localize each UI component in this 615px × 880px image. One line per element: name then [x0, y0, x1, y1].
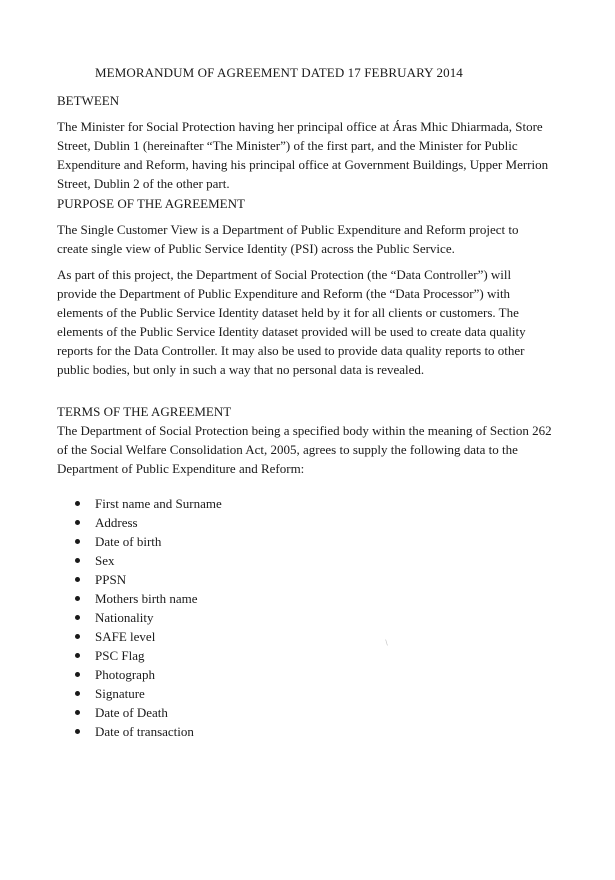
bullet-icon [75, 672, 80, 677]
list-item: Photograph [57, 665, 222, 684]
bullet-icon [75, 539, 80, 544]
purpose-paragraph-1: The Single Customer View is a Department of Public Expenditure and Reform project to create single view of Public Service Identity (PSI) across the Public Service. [57, 222, 519, 256]
list-item: Signature [57, 684, 222, 703]
list-item: Sex [57, 551, 222, 570]
parties-paragraph: The Minister for Social Protection having her principal office at Áras Mhic Dhiarmada, Store Street, Dublin 1 (hereinafter “The Minister”) of the first part, and the Minister for Public Expenditure and Reform, having his principal office at Government Buildings, Upper Merrion Street, Dublin 2 of the other part. [57, 119, 549, 191]
list-item: Date of Death [57, 703, 222, 722]
bullet-icon [75, 577, 80, 582]
bullet-icon [75, 520, 80, 525]
list-item: PPSN [57, 570, 222, 589]
bullet-icon [75, 691, 80, 696]
scan-artifact: ∖ [384, 639, 389, 647]
list-item: First name and Surname [57, 494, 222, 513]
list-item: PSC Flag [57, 646, 222, 665]
document-title: MEMORANDUM OF AGREEMENT DATED 17 FEBRUARY 2014 [95, 65, 463, 80]
list-item: Mothers birth name [57, 589, 222, 608]
list-item: Date of birth [57, 532, 222, 551]
bullet-icon [75, 634, 80, 639]
heading-terms: TERMS OF THE AGREEMENT [57, 404, 232, 419]
bullet-icon [75, 653, 80, 658]
heading-purpose: PURPOSE OF THE AGREEMENT [57, 196, 245, 211]
purpose-paragraph-2: As part of this project, the Department of Social Protection (the “Data Controller”) will provide the Department of Public Expenditure and Reform (the “Data Processor”) with elements of the Public Service Identity dataset held by it for all clients or customers. The elements of the Public Service Identity dataset provided will be used to create data quality reports for the Data Controller. It may also be used to provide data quality reports to other public bodies, but only in such a way that no personal data is revealed. [57, 267, 526, 377]
bullet-icon [75, 615, 80, 620]
list-item: Address [57, 513, 222, 532]
list-item: SAFE level [57, 627, 222, 646]
list-item: Date of transaction [57, 722, 222, 741]
bullet-icon [75, 729, 80, 734]
data-items-list [57, 494, 222, 741]
bullet-icon [75, 710, 80, 715]
bullet-icon [75, 501, 80, 506]
list-item: Nationality [57, 608, 222, 627]
terms-paragraph: The Department of Social Protection being a specified body within the meaning of Section 262 of the Social Welfare Consolidation Act, 2005, agrees to supply the following data to the Department of Public Expenditure and Reform: [57, 423, 552, 476]
bullet-icon [75, 596, 80, 601]
heading-between: BETWEEN [57, 93, 120, 108]
bullet-icon [75, 558, 80, 563]
